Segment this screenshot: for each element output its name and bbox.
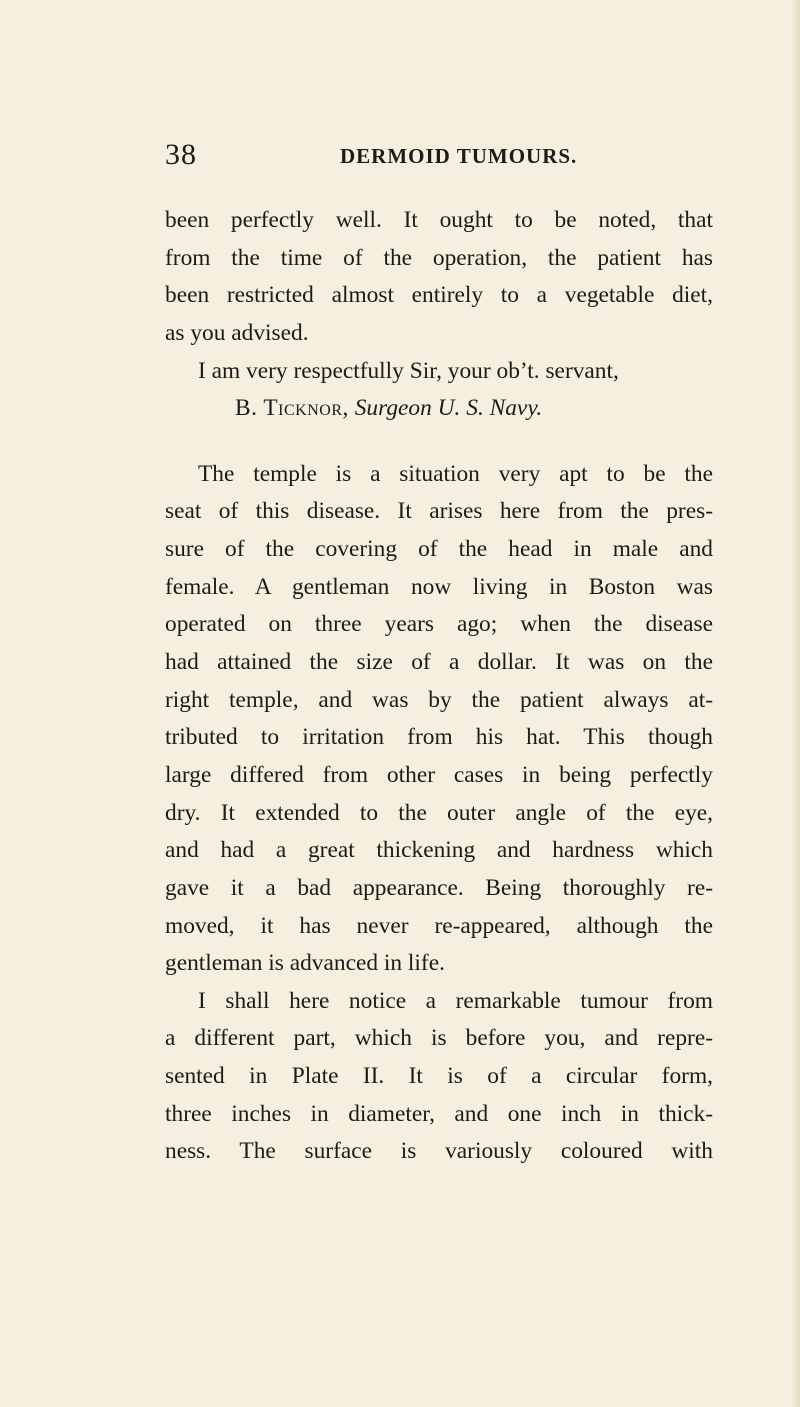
text-line: from the time of the operation, the patient has bbox=[165, 244, 713, 271]
letter-closing: I am very respectfully Sir, your ob’t. servant, bbox=[198, 357, 619, 384]
text-line: sented in Plate II. It is of a circular form, bbox=[165, 1063, 713, 1090]
page-number: 38 bbox=[165, 138, 197, 171]
text-line: dry. It extended to the outer angle of the eye, bbox=[165, 799, 713, 826]
page-edge bbox=[790, 0, 800, 1407]
text-line: gave it a bad appearance. Being thoroughly re- bbox=[165, 874, 713, 901]
letter-continuation bbox=[165, 202, 713, 428]
text-line: right temple, and was by the patient always at- bbox=[165, 686, 713, 713]
text-line: I shall here notice a remarkable tumour from bbox=[198, 987, 713, 1014]
text-line: been perfectly well. It ought to be noted, that bbox=[165, 207, 713, 233]
section-gap bbox=[165, 428, 713, 456]
text-line: three inches in diameter, and one inch in thick- bbox=[165, 1100, 713, 1127]
running-title: DERMOID TUMOURS. bbox=[340, 144, 578, 168]
text-line: gentleman is advanced in life. bbox=[165, 950, 445, 977]
text-line: seat of this disease. It arises here from the pres- bbox=[165, 498, 713, 525]
text-line: moved, it has never re-appeared, although the bbox=[165, 912, 713, 939]
text-line: operated on three years ago; when the disease bbox=[165, 611, 713, 638]
text-line: large differed from other cases in being perfectly bbox=[165, 761, 713, 788]
signature bbox=[165, 390, 713, 428]
signature-title: Surgeon U. S. Navy. bbox=[354, 395, 543, 422]
text-line: The temple is a situation very apt to be the bbox=[198, 460, 713, 487]
paragraph-plate-ii bbox=[165, 983, 713, 1171]
text-line: a different part, which is before you, and repre- bbox=[165, 1025, 713, 1052]
text-line: as you advised. bbox=[165, 319, 309, 346]
text-line: and had a great thickening and hardness which bbox=[165, 837, 713, 864]
body-text bbox=[165, 202, 713, 1171]
text-line: female. A gentleman now living in Boston was bbox=[165, 573, 713, 600]
text-line: sure of the covering of the head in male and bbox=[165, 536, 713, 563]
page-header bbox=[165, 138, 725, 178]
signature-name: B. Ticknor, bbox=[235, 395, 349, 422]
text-line: ness. The surface is variously coloured with bbox=[165, 1138, 713, 1165]
text-line: had attained the size of a dollar. It was on the bbox=[165, 649, 713, 676]
paragraph-temple bbox=[165, 456, 713, 983]
text-line: tributed to irritation from his hat. This though bbox=[165, 724, 713, 751]
text-line: been restricted almost entirely to a vegetable diet, bbox=[165, 282, 713, 309]
